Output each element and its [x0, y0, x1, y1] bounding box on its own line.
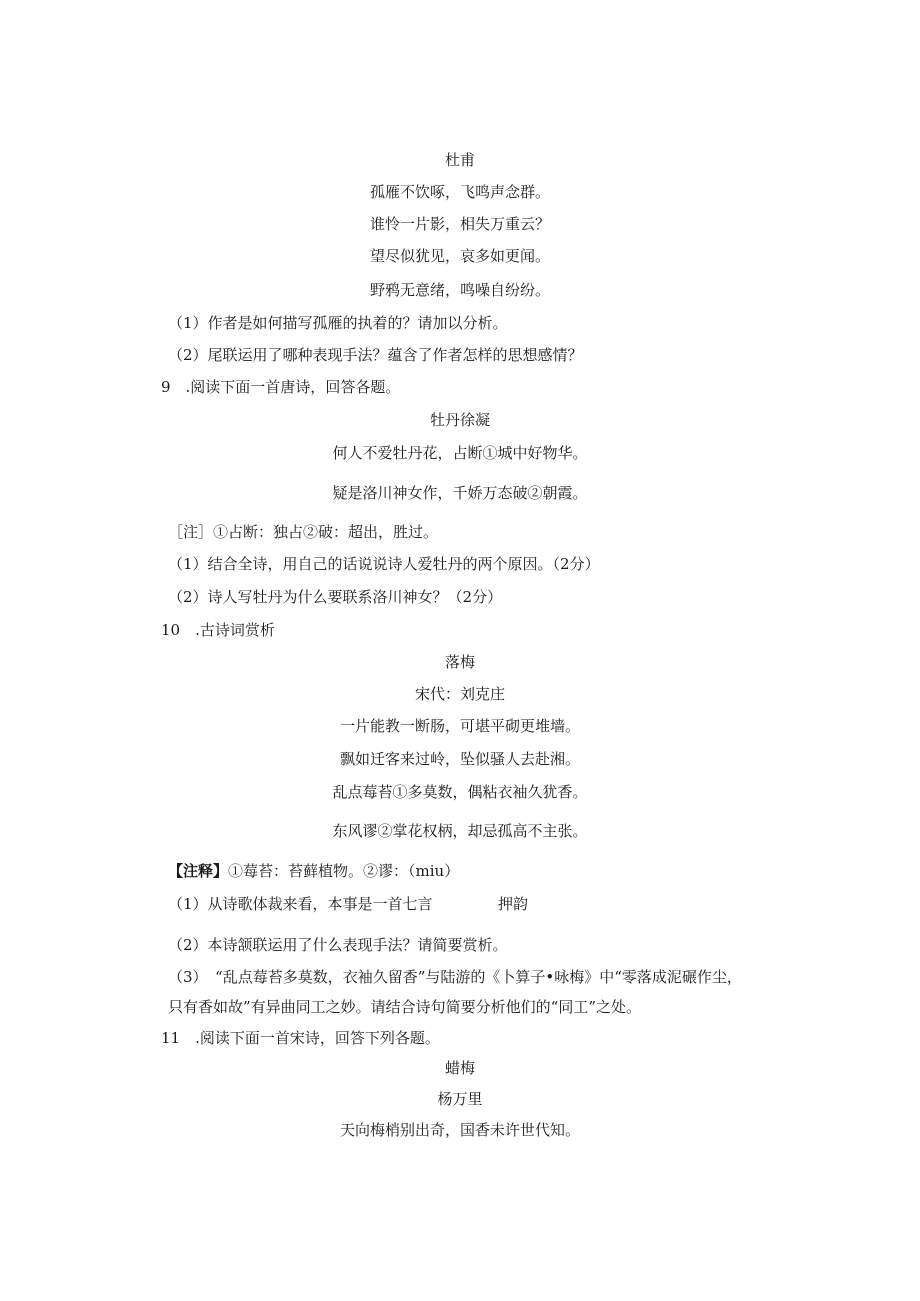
annotation-text: ①莓苔：苔藓植物。②谬：（miu） [228, 862, 460, 880]
annotation-label: 【注释】 [168, 862, 229, 880]
question-text: （3） “乱点莓苔多莫数，衣袖久留香”与陆游的《卜算子•咏梅》中“零落成泥碾作尘， [168, 968, 742, 986]
poem-line: 乱点莓苔①多莫数，偶粘衣袖久犹香。 [332, 783, 588, 801]
poem-line: 孤雁不饮啄，飞鸣声念群。 [369, 183, 550, 201]
poem-author: 杜甫 [444, 151, 475, 169]
annotation [168, 861, 459, 881]
question-heading: 9 .阅读下面一首唐诗，回答各题。 [161, 378, 401, 396]
poem-line: 飘如迁客来过岭，坠似骚人去赴湘。 [339, 750, 580, 768]
poem-title: 落梅 [444, 653, 475, 671]
poem-author: 杨万里 [437, 1090, 483, 1108]
note-text: ［注］①占断：独占②破：超出，胜过。 [168, 523, 439, 541]
poem-author: 宋代：刘克庄 [414, 685, 505, 703]
poem-title: 牡丹徐凝 [429, 411, 490, 429]
poem-line: 东风谬②掌花权柄，却忌孤高不主张。 [332, 822, 588, 840]
question-text: （2）诗人写牡丹为什么要联系洛川神女？（2分） [168, 588, 503, 606]
question-heading: 11 .阅读下面一首宋诗，回答下列各题。 [161, 1029, 440, 1047]
poem-line: 疑是洛川神女作，千娇万态破②朝霞。 [332, 484, 588, 502]
question-heading: 10 .古诗词赏析 [161, 621, 275, 639]
question-text: （1）作者是如何描写孤雁的执着的？请加以分析。 [168, 314, 508, 332]
poem-line: 天向梅梢别出奇，国香未许世代知。 [339, 1121, 580, 1139]
poem-line: 野鸦无意绪，鸣噪自纷纷。 [369, 281, 550, 299]
question-text: （1）结合全诗，用自己的话说说诗人爱牡丹的两个原因。（2分） [168, 555, 600, 573]
question-text: 只有香如故”有异曲同工之妙。请结合诗句简要分析他们的“同工”之处。 [168, 998, 642, 1016]
poem-line: 何人不爱牡丹花，占断①城中好物华。 [332, 444, 588, 462]
poem-line: 一片能教一断肠，可堪平砌更堆墙。 [339, 717, 580, 735]
poem-line: 望尽似犹见，哀多如更闻。 [369, 247, 550, 265]
question-text: （2）尾联运用了哪种表现手法？蕴含了作者怎样的思想感情？ [168, 346, 583, 364]
question-text: （2）本诗颔联运用了什么表现手法？请简要赏析。 [168, 936, 508, 954]
poem-line: 谁怜一片影，相失万重云？ [369, 215, 550, 233]
poem-title: 蜡梅 [444, 1059, 475, 1077]
question-text-suffix: 押韵 [498, 895, 529, 913]
question-text: （1）从诗歌体裁来看，本事是一首七言 [168, 895, 433, 913]
